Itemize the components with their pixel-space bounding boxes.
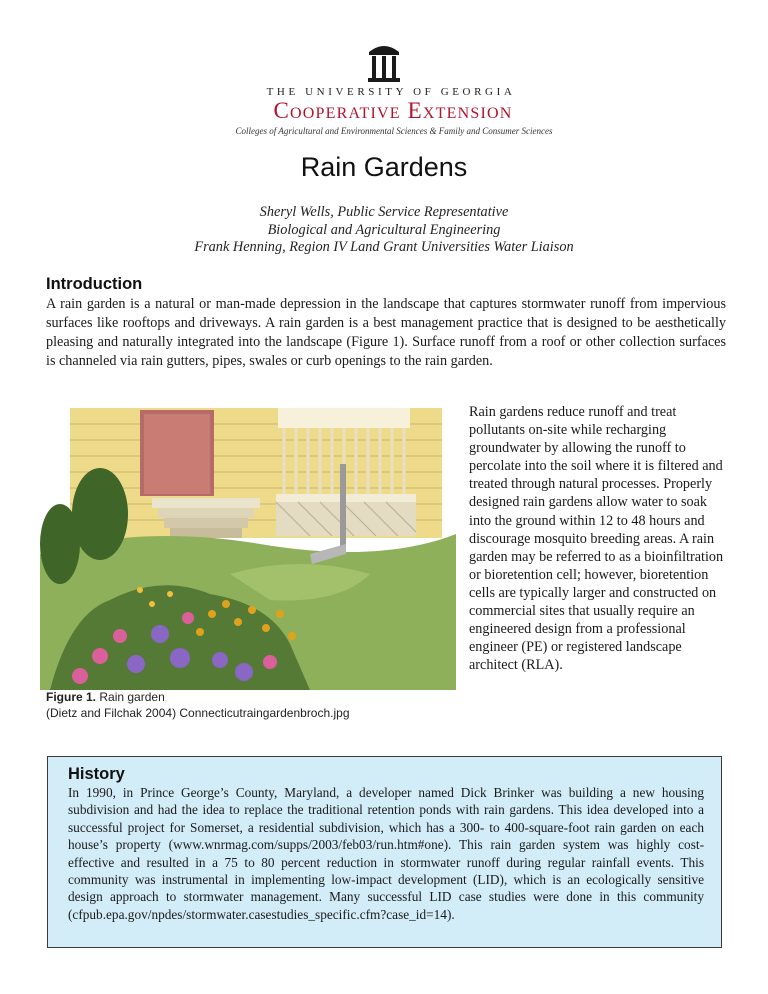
figure-source: (Dietz and Filchak 2004) Connecticutraingardenbroch.jpg — [46, 706, 350, 720]
side-paragraph: Rain gardens reduce runoff and treat pollutants on-site while recharging groundwater by allowing the runoff to percolate into the soil where it is filtered and treated through natural processes. Properly designed rain gardens allow water to soak into the ground within 12 to 48 hours and discourage mosquito breeding areas. A rain garden may be referred to as a bioinfiltration or bioretention cell; however, bioretention cells are typically larger and constructed on commercial sites that usually require an engineered design from a professional engineer (PE) or registered landscape architect (RLA). — [469, 404, 724, 674]
colleges-line: Colleges of Agricultural and Environmental Sciences & Family and Consumer Sciences — [235, 126, 553, 136]
intro-heading: Introduction — [46, 275, 143, 293]
authors-block — [0, 204, 768, 257]
document-title: Rain Gardens — [300, 152, 468, 182]
rain-garden-illustration — [40, 404, 456, 690]
header — [0, 0, 768, 145]
figure-caption-text: Rain garden — [99, 690, 165, 704]
author-line: Sheryl Wells, Public Service Representative — [259, 204, 509, 220]
figure-label: Figure 1. — [46, 690, 97, 704]
extension-name: Cooperative Extension — [273, 98, 513, 123]
history-box — [47, 756, 722, 948]
university-name: THE UNIVERSITY OF GEORGIA — [266, 86, 516, 98]
author-line: Biological and Agricultural Engineering — [267, 221, 501, 238]
arch-logo-icon — [366, 40, 402, 84]
intro-paragraph: A rain garden is a natural or man-made depression in the landscape that captures stormwater runoff from impervious surfaces like rooftops and driveways. A rain garden is a best management practice that is designed to be aesthetically pleasing and naturally integrated into the landscape (Figure 1). Surface runoff from a roof or other collection surfaces is channeled via rain gutters, pipes, swales or curb openings to the rain garden. — [46, 296, 726, 369]
history-heading: History — [68, 765, 125, 783]
author-line: Frank Henning, Region IV Land Grant Universities Water Liaison — [194, 239, 574, 255]
history-paragraph: In 1990, in Prince George’s County, Maryland, a developer named Dick Brinker was building a new housing subdivision and had the idea to replace the traditional retention ponds with rain gardens. This idea developed into a successful project for Somerset, a residential subdivision, which has a 300- to 400-square-foot rain garden on each house’s property (www.wnrmag.com/supps/2003/feb03/run.htm#one). This rain garden system was highly cost-effective and resulted in a 75 to 80 percent reduction in stormwater runoff during regular rainfall events. This community was instrumental in implementing low-impact development (LID), which is an ecologically sensitive design approach to stormwater management. Many successful LID case studies were done in this community (cfpub.epa.gov/npdes/stormwater.casestudies_specific.cfm?case_id=14). — [68, 785, 704, 922]
figure-caption — [46, 689, 456, 721]
